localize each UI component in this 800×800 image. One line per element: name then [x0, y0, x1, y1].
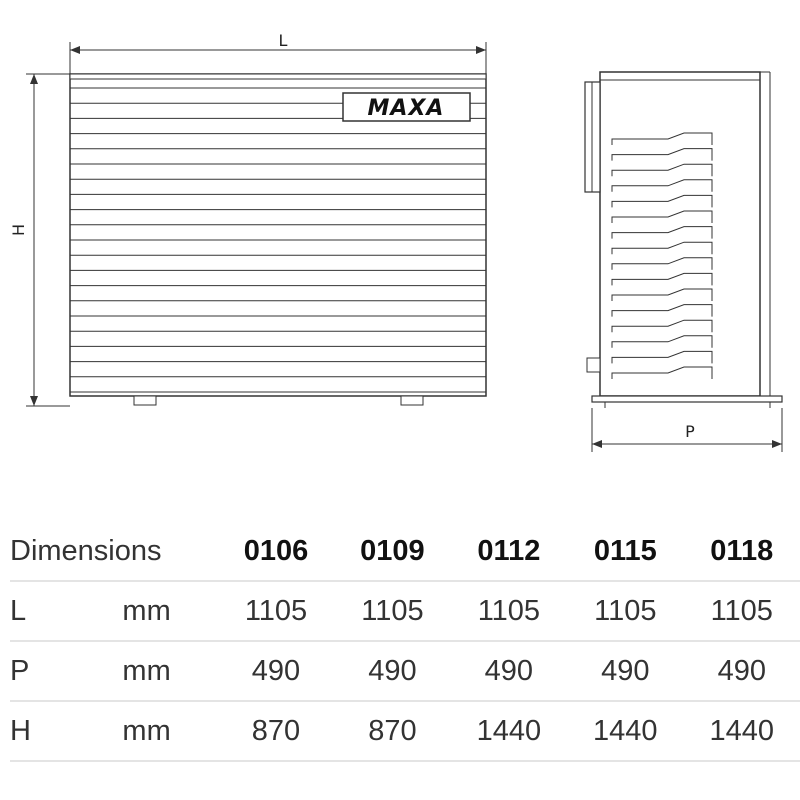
model-header: 0118	[684, 522, 800, 581]
cell-value: 870	[334, 701, 450, 761]
table-header	[10, 522, 800, 581]
cell-value: 1105	[684, 581, 800, 641]
width-label: L	[278, 31, 288, 50]
row-label: H	[10, 701, 122, 761]
cell-value: 490	[451, 641, 567, 701]
row-unit: mm	[122, 641, 217, 701]
table-row	[10, 641, 800, 701]
table-title: Dimensions	[10, 522, 218, 581]
table-row	[10, 701, 800, 761]
cell-value: 1105	[218, 581, 334, 641]
cell-value: 1105	[451, 581, 567, 641]
cell-value: 490	[334, 641, 450, 701]
height-label: H	[9, 223, 28, 237]
model-header: 0115	[567, 522, 683, 581]
depth-label: P	[685, 422, 695, 441]
cell-value: 490	[218, 641, 334, 701]
row-label: L	[10, 581, 122, 641]
cell-value: 490	[567, 641, 683, 701]
cell-value: 1440	[684, 701, 800, 761]
model-header: 0112	[451, 522, 567, 581]
cell-value: 1440	[451, 701, 567, 761]
cell-value: 490	[684, 641, 800, 701]
row-unit: mm	[122, 701, 217, 761]
side-view	[585, 72, 782, 452]
model-header: 0109	[334, 522, 450, 581]
cell-value: 1440	[567, 701, 683, 761]
cell-value: 870	[218, 701, 334, 761]
maxa-logo: MAXA	[367, 96, 445, 121]
row-unit: mm	[122, 581, 217, 641]
row-label: P	[10, 641, 122, 701]
front-slats	[70, 88, 486, 392]
table-row	[10, 581, 800, 641]
cell-value: 1105	[334, 581, 450, 641]
dimensions-table	[10, 522, 800, 762]
model-header: 0106	[218, 522, 334, 581]
cell-value: 1105	[567, 581, 683, 641]
